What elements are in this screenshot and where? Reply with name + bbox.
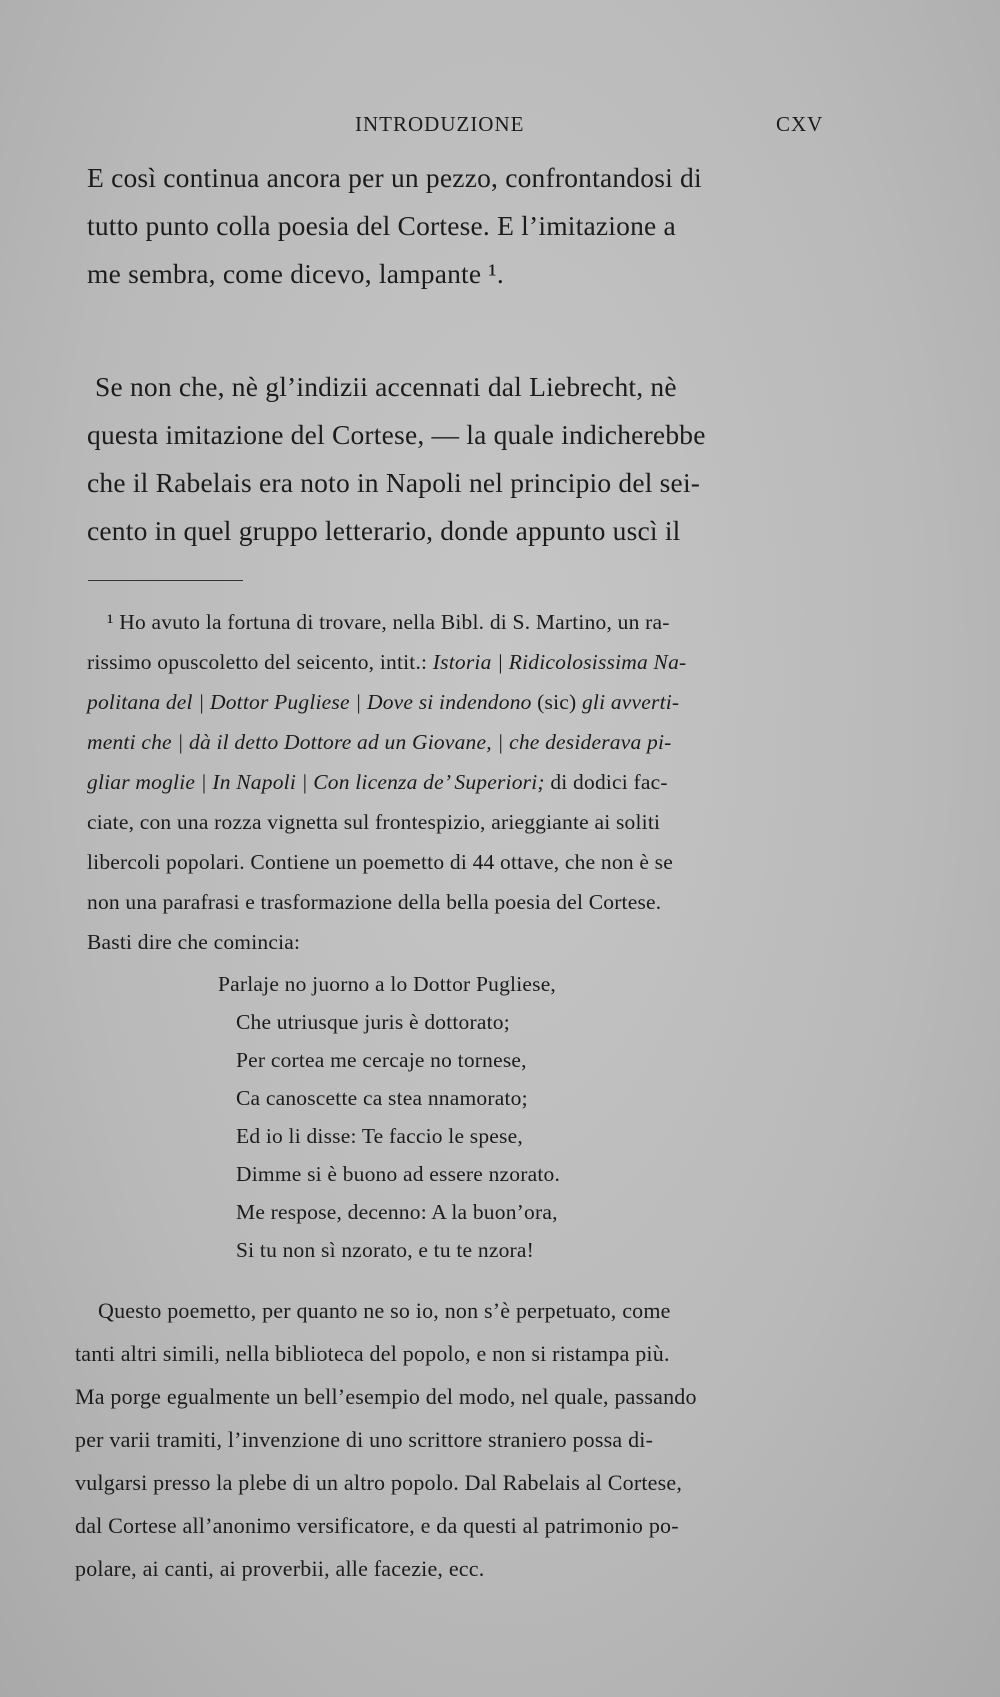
verse-line: Ed io li disse: Te faccio le spese, <box>236 1124 523 1148</box>
body-line: questa imitazione del Cortese, — la quale indicherebbe <box>87 419 706 450</box>
body-line: che il Rabelais era noto in Napoli nel principio del sei- <box>87 467 701 498</box>
tail-line: dal Cortese all’anonimo versificatore, e da questi al patrimonio po- <box>75 1513 679 1538</box>
footnote-line: non una parafrasi e trasformazione della bella poesia del Cortese. <box>87 890 662 914</box>
running-header-title: INTRODUZIONE <box>355 112 525 136</box>
verse-line: Ca canoscette ca stea nnamorato; <box>236 1086 528 1110</box>
body-line: me sembra, come dicevo, lampante ¹. <box>87 258 504 289</box>
footnote-rule <box>88 580 243 581</box>
footnote-line: libercoli popolari. Contiene un poemetto di 44 ottave, che non è se <box>87 850 673 874</box>
tail-line: vulgarsi presso la plebe di un altro popolo. Dal Rabelais al Cortese, <box>75 1470 683 1495</box>
body-line: tutto punto colla poesia del Cortese. E l’imitazione a <box>87 210 676 241</box>
footnote-line: politana del | Dottor Pugliese | Dove si indendono (sic) gli avverti- <box>87 690 680 714</box>
footnote-line: ciate, con una rozza vignetta sul frontespizio, arieggiante ai soliti <box>87 810 661 834</box>
tail-line: Questo poemetto, per quanto ne so io, non s’è perpetuato, come <box>98 1298 671 1323</box>
body-line: Se non che, nè gl’indizii accennati dal Liebrecht, nè <box>95 371 677 402</box>
footnote-line: ¹ Ho avuto la fortuna di trovare, nella Bibl. di S. Martino, un ra- <box>107 610 670 634</box>
body-line: cento in quel gruppo letterario, donde appunto uscì il <box>87 515 681 546</box>
footnote-line: rissimo opuscoletto del seicento, intit.: Istoria | Ridicolosissima Na- <box>87 650 687 674</box>
tail-line: polare, ai canti, ai proverbii, alle facezie, ecc. <box>75 1556 485 1581</box>
verse-line: Parlaje no juorno a lo Dottor Pugliese, <box>218 972 557 996</box>
footnote-line: menti che | dà il detto Dottore ad un Giovane, | che desiderava pi- <box>87 730 672 754</box>
verse-line: Si tu non sì nzorato, e tu te nzora! <box>236 1238 534 1262</box>
verse-line: Dimme si è buono ad essere nzorato. <box>236 1162 561 1186</box>
body-line: E così continua ancora per un pezzo, confrontandosi di <box>87 162 702 193</box>
tail-line: Ma porge egualmente un bell’esempio del modo, nel quale, passando <box>75 1384 697 1409</box>
verse-line: Me respose, decenno: A la buon’ora, <box>236 1200 558 1224</box>
page-number: CXV <box>776 112 824 136</box>
tail-line: tanti altri simili, nella biblioteca del popolo, e non si ristampa più. <box>75 1341 670 1366</box>
footnote-line: Basti dire che comincia: <box>87 930 301 954</box>
verse-line: Per cortea me cercaje no tornese, <box>236 1048 527 1072</box>
verse-line: Che utriusque juris è dottorato; <box>236 1010 510 1034</box>
footnote-line: gliar moglie | In Napoli | Con licenza de’ Superiori; di dodici fac- <box>87 770 668 794</box>
tail-line: per varii tramiti, l’invenzione di uno scrittore straniero possa di- <box>75 1427 654 1452</box>
